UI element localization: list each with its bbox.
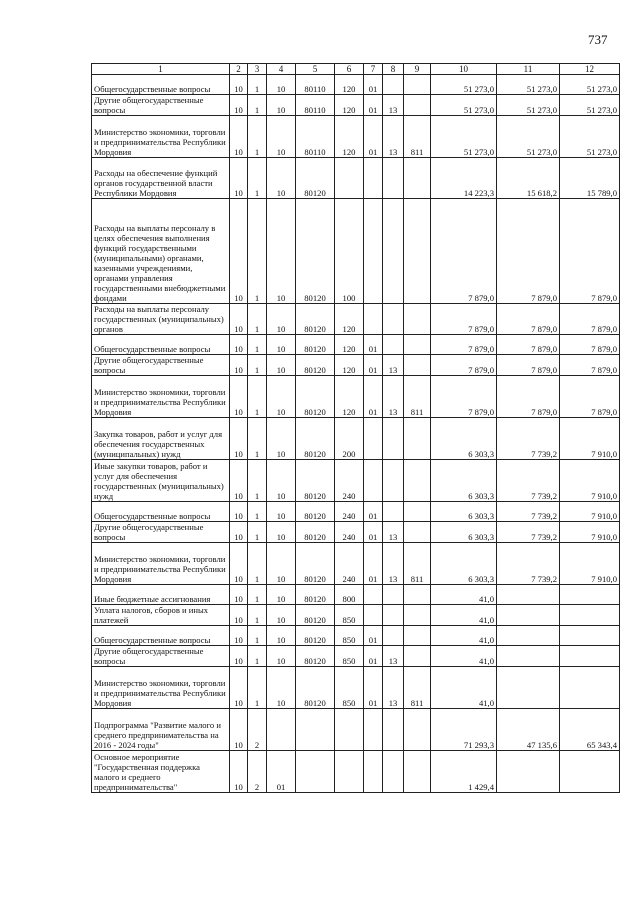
table-row (92, 376, 620, 418)
cell-c11: 7 879,0 (497, 304, 560, 335)
cell-c11 (497, 667, 560, 709)
cell-c3: 1 (248, 522, 267, 543)
cell-c11: 7 879,0 (497, 355, 560, 376)
cell-c11: 7 879,0 (497, 199, 560, 304)
cell-c9 (404, 605, 431, 626)
cell-c11: 51 273,0 (497, 95, 560, 116)
cell-c2: 10 (230, 646, 248, 667)
row-name-cell: Закупка товаров, работ и услуг для обеспечения государственных (муниципальных) нужд (92, 418, 230, 460)
cell-c4: 10 (267, 460, 296, 502)
cell-c7: 01 (364, 116, 383, 158)
cell-c7: 01 (364, 95, 383, 116)
row-name-cell: Общегосударственные вопросы (92, 502, 230, 522)
cell-c5: 80120 (296, 626, 335, 646)
cell-c8: 13 (383, 376, 404, 418)
cell-c8 (383, 605, 404, 626)
table-row (92, 522, 620, 543)
cell-c9 (404, 646, 431, 667)
cell-c9 (404, 709, 431, 751)
cell-c3: 1 (248, 646, 267, 667)
cell-c10: 7 879,0 (431, 199, 497, 304)
cell-c7: 01 (364, 502, 383, 522)
cell-c2: 10 (230, 199, 248, 304)
cell-c7 (364, 751, 383, 793)
cell-c3: 1 (248, 460, 267, 502)
cell-c4: 10 (267, 75, 296, 95)
cell-c2: 10 (230, 335, 248, 355)
cell-c4: 10 (267, 95, 296, 116)
cell-c2: 10 (230, 418, 248, 460)
cell-c11 (497, 646, 560, 667)
cell-c9 (404, 335, 431, 355)
cell-c7: 01 (364, 543, 383, 585)
cell-c12 (560, 751, 620, 793)
cell-c2: 10 (230, 709, 248, 751)
cell-c12: 7 879,0 (560, 304, 620, 335)
cell-c2: 10 (230, 460, 248, 502)
cell-c12: 7 879,0 (560, 355, 620, 376)
cell-c9: 811 (404, 116, 431, 158)
table-row (92, 116, 620, 158)
cell-c10: 41,0 (431, 667, 497, 709)
table-row (92, 75, 620, 95)
cell-c4: 10 (267, 418, 296, 460)
header-cell: 4 (267, 64, 296, 75)
cell-c9 (404, 355, 431, 376)
cell-c2: 10 (230, 75, 248, 95)
table-row (92, 626, 620, 646)
table-row (92, 751, 620, 793)
cell-c8 (383, 709, 404, 751)
cell-c8: 13 (383, 116, 404, 158)
cell-c2: 10 (230, 116, 248, 158)
cell-c6 (335, 709, 364, 751)
cell-c5: 80120 (296, 335, 335, 355)
cell-c9 (404, 585, 431, 605)
cell-c9 (404, 626, 431, 646)
cell-c10: 41,0 (431, 646, 497, 667)
cell-c7 (364, 605, 383, 626)
header-cell: 12 (560, 64, 620, 75)
cell-c7 (364, 585, 383, 605)
cell-c8 (383, 418, 404, 460)
cell-c5: 80110 (296, 116, 335, 158)
cell-c7 (364, 158, 383, 199)
cell-c8: 13 (383, 667, 404, 709)
cell-c3: 1 (248, 626, 267, 646)
cell-c3: 1 (248, 418, 267, 460)
cell-c7: 01 (364, 667, 383, 709)
cell-c11 (497, 605, 560, 626)
header-row (92, 64, 620, 75)
cell-c5: 80120 (296, 376, 335, 418)
header-cell: 5 (296, 64, 335, 75)
cell-c7 (364, 199, 383, 304)
cell-c6 (335, 751, 364, 793)
cell-c8 (383, 158, 404, 199)
cell-c5 (296, 751, 335, 793)
cell-c12: 7 910,0 (560, 418, 620, 460)
cell-c11: 7 739,2 (497, 522, 560, 543)
cell-c12 (560, 667, 620, 709)
cell-c11: 51 273,0 (497, 75, 560, 95)
table-row (92, 158, 620, 199)
cell-c4: 10 (267, 116, 296, 158)
cell-c2: 10 (230, 585, 248, 605)
cell-c3: 1 (248, 158, 267, 199)
cell-c5: 80120 (296, 585, 335, 605)
cell-c6: 120 (335, 304, 364, 335)
cell-c3: 1 (248, 95, 267, 116)
cell-c6: 850 (335, 605, 364, 626)
cell-c12: 7 910,0 (560, 522, 620, 543)
cell-c11 (497, 626, 560, 646)
cell-c8: 13 (383, 95, 404, 116)
row-name-cell: Другие общегосударственные вопросы (92, 646, 230, 667)
header-cell: 2 (230, 64, 248, 75)
cell-c11: 7 739,2 (497, 460, 560, 502)
row-name-cell: Иные закупки товаров, работ и услуг для обеспечения государственных (муниципальных) нужд (92, 460, 230, 502)
cell-c2: 10 (230, 502, 248, 522)
header-cell: 6 (335, 64, 364, 75)
cell-c6: 200 (335, 418, 364, 460)
table-row (92, 304, 620, 335)
cell-c6: 240 (335, 502, 364, 522)
cell-c9 (404, 75, 431, 95)
cell-c8 (383, 335, 404, 355)
cell-c2: 10 (230, 543, 248, 585)
cell-c11: 7 739,2 (497, 418, 560, 460)
header-cell: 10 (431, 64, 497, 75)
row-name-cell: Другие общегосударственные вопросы (92, 355, 230, 376)
table-row (92, 502, 620, 522)
table-row (92, 709, 620, 751)
cell-c2: 10 (230, 751, 248, 793)
cell-c2: 10 (230, 376, 248, 418)
cell-c12: 7 910,0 (560, 460, 620, 502)
cell-c8 (383, 626, 404, 646)
cell-c9: 811 (404, 543, 431, 585)
cell-c2: 10 (230, 522, 248, 543)
cell-c5: 80120 (296, 522, 335, 543)
cell-c12: 65 343,4 (560, 709, 620, 751)
cell-c11: 7 739,2 (497, 502, 560, 522)
row-name-cell: Министерство экономики, торговли и предпринимательства Республики Мордовия (92, 667, 230, 709)
cell-c3: 1 (248, 605, 267, 626)
cell-c2: 10 (230, 667, 248, 709)
cell-c12: 51 273,0 (560, 116, 620, 158)
cell-c5: 80120 (296, 304, 335, 335)
cell-c7 (364, 304, 383, 335)
cell-c6: 850 (335, 646, 364, 667)
row-name-cell: Расходы на выплаты персоналу государственных (муниципальных) органов (92, 304, 230, 335)
cell-c6: 240 (335, 522, 364, 543)
cell-c4: 10 (267, 376, 296, 418)
cell-c4: 10 (267, 585, 296, 605)
table-row (92, 605, 620, 626)
row-name-cell: Общегосударственные вопросы (92, 626, 230, 646)
cell-c9 (404, 199, 431, 304)
cell-c12 (560, 585, 620, 605)
header-cell: 7 (364, 64, 383, 75)
cell-c6: 120 (335, 376, 364, 418)
cell-c10: 6 303,3 (431, 543, 497, 585)
cell-c11 (497, 585, 560, 605)
cell-c5: 80120 (296, 158, 335, 199)
cell-c4: 10 (267, 626, 296, 646)
cell-c9: 811 (404, 667, 431, 709)
cell-c3: 1 (248, 502, 267, 522)
cell-c11: 47 135,6 (497, 709, 560, 751)
cell-c3: 1 (248, 75, 267, 95)
cell-c4: 10 (267, 543, 296, 585)
row-name-cell: Другие общегосударственные вопросы (92, 95, 230, 116)
cell-c9 (404, 502, 431, 522)
cell-c8 (383, 75, 404, 95)
cell-c10: 7 879,0 (431, 355, 497, 376)
row-name-cell: Расходы на выплаты персоналу в целях обеспечения выполнения функций государственными (муниципальными) органами, казенными учреждениями, органами управления государственными внебюджетными фондами (92, 199, 230, 304)
cell-c9: 811 (404, 376, 431, 418)
cell-c3: 1 (248, 543, 267, 585)
table-row (92, 585, 620, 605)
header-cell: 9 (404, 64, 431, 75)
table-row (92, 418, 620, 460)
cell-c8 (383, 199, 404, 304)
cell-c4: 10 (267, 605, 296, 626)
cell-c11 (497, 751, 560, 793)
cell-c12 (560, 646, 620, 667)
cell-c7: 01 (364, 376, 383, 418)
cell-c10: 51 273,0 (431, 95, 497, 116)
cell-c6 (335, 158, 364, 199)
cell-c12: 7 879,0 (560, 376, 620, 418)
cell-c7 (364, 460, 383, 502)
cell-c10: 7 879,0 (431, 376, 497, 418)
cell-c5: 80120 (296, 543, 335, 585)
header-cell: 8 (383, 64, 404, 75)
cell-c2: 10 (230, 95, 248, 116)
cell-c10: 41,0 (431, 585, 497, 605)
cell-c2: 10 (230, 605, 248, 626)
cell-c4: 10 (267, 335, 296, 355)
row-name-cell: Иные бюджетные ассигнования (92, 585, 230, 605)
cell-c12: 7 879,0 (560, 199, 620, 304)
cell-c11: 15 618,2 (497, 158, 560, 199)
table-row (92, 335, 620, 355)
cell-c3: 1 (248, 304, 267, 335)
cell-c8 (383, 502, 404, 522)
cell-c6: 120 (335, 116, 364, 158)
budget-table (91, 63, 620, 793)
cell-c10: 6 303,3 (431, 460, 497, 502)
row-name-cell: Основное мероприятие "Государственная поддержка малого и среднего предпринимательства" (92, 751, 230, 793)
cell-c8 (383, 460, 404, 502)
header-cell: 1 (92, 64, 230, 75)
cell-c9 (404, 158, 431, 199)
cell-c7: 01 (364, 522, 383, 543)
cell-c5: 80120 (296, 667, 335, 709)
cell-c7: 01 (364, 335, 383, 355)
cell-c8: 13 (383, 646, 404, 667)
cell-c10: 1 429,4 (431, 751, 497, 793)
cell-c5: 80120 (296, 502, 335, 522)
cell-c6: 850 (335, 667, 364, 709)
cell-c8: 13 (383, 543, 404, 585)
row-name-cell: Другие общегосударственные вопросы (92, 522, 230, 543)
cell-c5: 80120 (296, 418, 335, 460)
cell-c5: 80120 (296, 199, 335, 304)
cell-c8: 13 (383, 522, 404, 543)
cell-c10: 51 273,0 (431, 75, 497, 95)
table-row (92, 460, 620, 502)
table-row (92, 646, 620, 667)
cell-c2: 10 (230, 158, 248, 199)
page-number: 737 (588, 32, 608, 47)
cell-c5: 80120 (296, 646, 335, 667)
table-row (92, 543, 620, 585)
cell-c10: 51 273,0 (431, 116, 497, 158)
cell-c3: 1 (248, 585, 267, 605)
cell-c3: 1 (248, 335, 267, 355)
cell-c10: 6 303,3 (431, 418, 497, 460)
cell-c10: 41,0 (431, 605, 497, 626)
cell-c6: 100 (335, 199, 364, 304)
table-row (92, 199, 620, 304)
cell-c5: 80120 (296, 605, 335, 626)
cell-c5: 80120 (296, 355, 335, 376)
cell-c9 (404, 460, 431, 502)
cell-c3: 1 (248, 667, 267, 709)
cell-c6: 800 (335, 585, 364, 605)
cell-c4: 10 (267, 199, 296, 304)
cell-c3: 2 (248, 751, 267, 793)
cell-c3: 1 (248, 199, 267, 304)
cell-c3: 1 (248, 355, 267, 376)
cell-c5: 80110 (296, 95, 335, 116)
cell-c7: 01 (364, 355, 383, 376)
cell-c11: 7 879,0 (497, 335, 560, 355)
cell-c4: 10 (267, 522, 296, 543)
cell-c11: 51 273,0 (497, 116, 560, 158)
cell-c8 (383, 585, 404, 605)
row-name-cell: Министерство экономики, торговли и предпринимательства Республики Мордовия (92, 543, 230, 585)
cell-c7: 01 (364, 626, 383, 646)
cell-c2: 10 (230, 304, 248, 335)
cell-c4: 01 (267, 751, 296, 793)
cell-c7: 01 (364, 646, 383, 667)
row-name-cell: Общегосударственные вопросы (92, 75, 230, 95)
cell-c4: 10 (267, 355, 296, 376)
cell-c4: 10 (267, 646, 296, 667)
row-name-cell: Подпрограмма "Развитие малого и среднего предпринимательства на 2016 - 2024 годы" (92, 709, 230, 751)
cell-c4: 10 (267, 502, 296, 522)
cell-c12: 7 910,0 (560, 502, 620, 522)
cell-c6: 120 (335, 335, 364, 355)
cell-c9 (404, 522, 431, 543)
cell-c10: 7 879,0 (431, 304, 497, 335)
table-row (92, 95, 620, 116)
table-row (92, 667, 620, 709)
cell-c10: 14 223,3 (431, 158, 497, 199)
cell-c11: 7 879,0 (497, 376, 560, 418)
header-cell: 3 (248, 64, 267, 75)
cell-c9 (404, 304, 431, 335)
cell-c12: 15 789,0 (560, 158, 620, 199)
table-row (92, 355, 620, 376)
cell-c4: 10 (267, 304, 296, 335)
cell-c5: 80110 (296, 75, 335, 95)
cell-c11: 7 739,2 (497, 543, 560, 585)
cell-c4: 10 (267, 158, 296, 199)
cell-c3: 1 (248, 116, 267, 158)
cell-c9 (404, 95, 431, 116)
cell-c7 (364, 418, 383, 460)
cell-c9 (404, 418, 431, 460)
cell-c12: 51 273,0 (560, 95, 620, 116)
cell-c4 (267, 709, 296, 751)
cell-c10: 6 303,3 (431, 522, 497, 543)
row-name-cell: Министерство экономики, торговли и предпринимательства Республики Мордовия (92, 376, 230, 418)
cell-c3: 1 (248, 376, 267, 418)
cell-c5: 80120 (296, 460, 335, 502)
cell-c10: 7 879,0 (431, 335, 497, 355)
cell-c10: 71 293,3 (431, 709, 497, 751)
header-cell: 11 (497, 64, 560, 75)
cell-c6: 120 (335, 75, 364, 95)
cell-c2: 10 (230, 355, 248, 376)
cell-c6: 120 (335, 95, 364, 116)
cell-c12: 51 273,0 (560, 75, 620, 95)
cell-c7 (364, 709, 383, 751)
cell-c6: 240 (335, 460, 364, 502)
cell-c12: 7 879,0 (560, 335, 620, 355)
cell-c2: 10 (230, 626, 248, 646)
cell-c12 (560, 605, 620, 626)
cell-c8 (383, 304, 404, 335)
cell-c7: 01 (364, 75, 383, 95)
cell-c6: 120 (335, 355, 364, 376)
cell-c4: 10 (267, 667, 296, 709)
cell-c8 (383, 751, 404, 793)
row-name-cell: Уплата налогов, сборов и иных платежей (92, 605, 230, 626)
cell-c9 (404, 751, 431, 793)
cell-c12 (560, 626, 620, 646)
row-name-cell: Министерство экономики, торговли и предпринимательства Республики Мордовия (92, 116, 230, 158)
cell-c6: 850 (335, 626, 364, 646)
row-name-cell: Расходы на обеспечение функций органов государственной власти Республики Мордовия (92, 158, 230, 199)
row-name-cell: Общегосударственные вопросы (92, 335, 230, 355)
cell-c5 (296, 709, 335, 751)
cell-c8: 13 (383, 355, 404, 376)
cell-c10: 6 303,3 (431, 502, 497, 522)
cell-c10: 41,0 (431, 626, 497, 646)
cell-c6: 240 (335, 543, 364, 585)
cell-c12: 7 910,0 (560, 543, 620, 585)
cell-c3: 2 (248, 709, 267, 751)
